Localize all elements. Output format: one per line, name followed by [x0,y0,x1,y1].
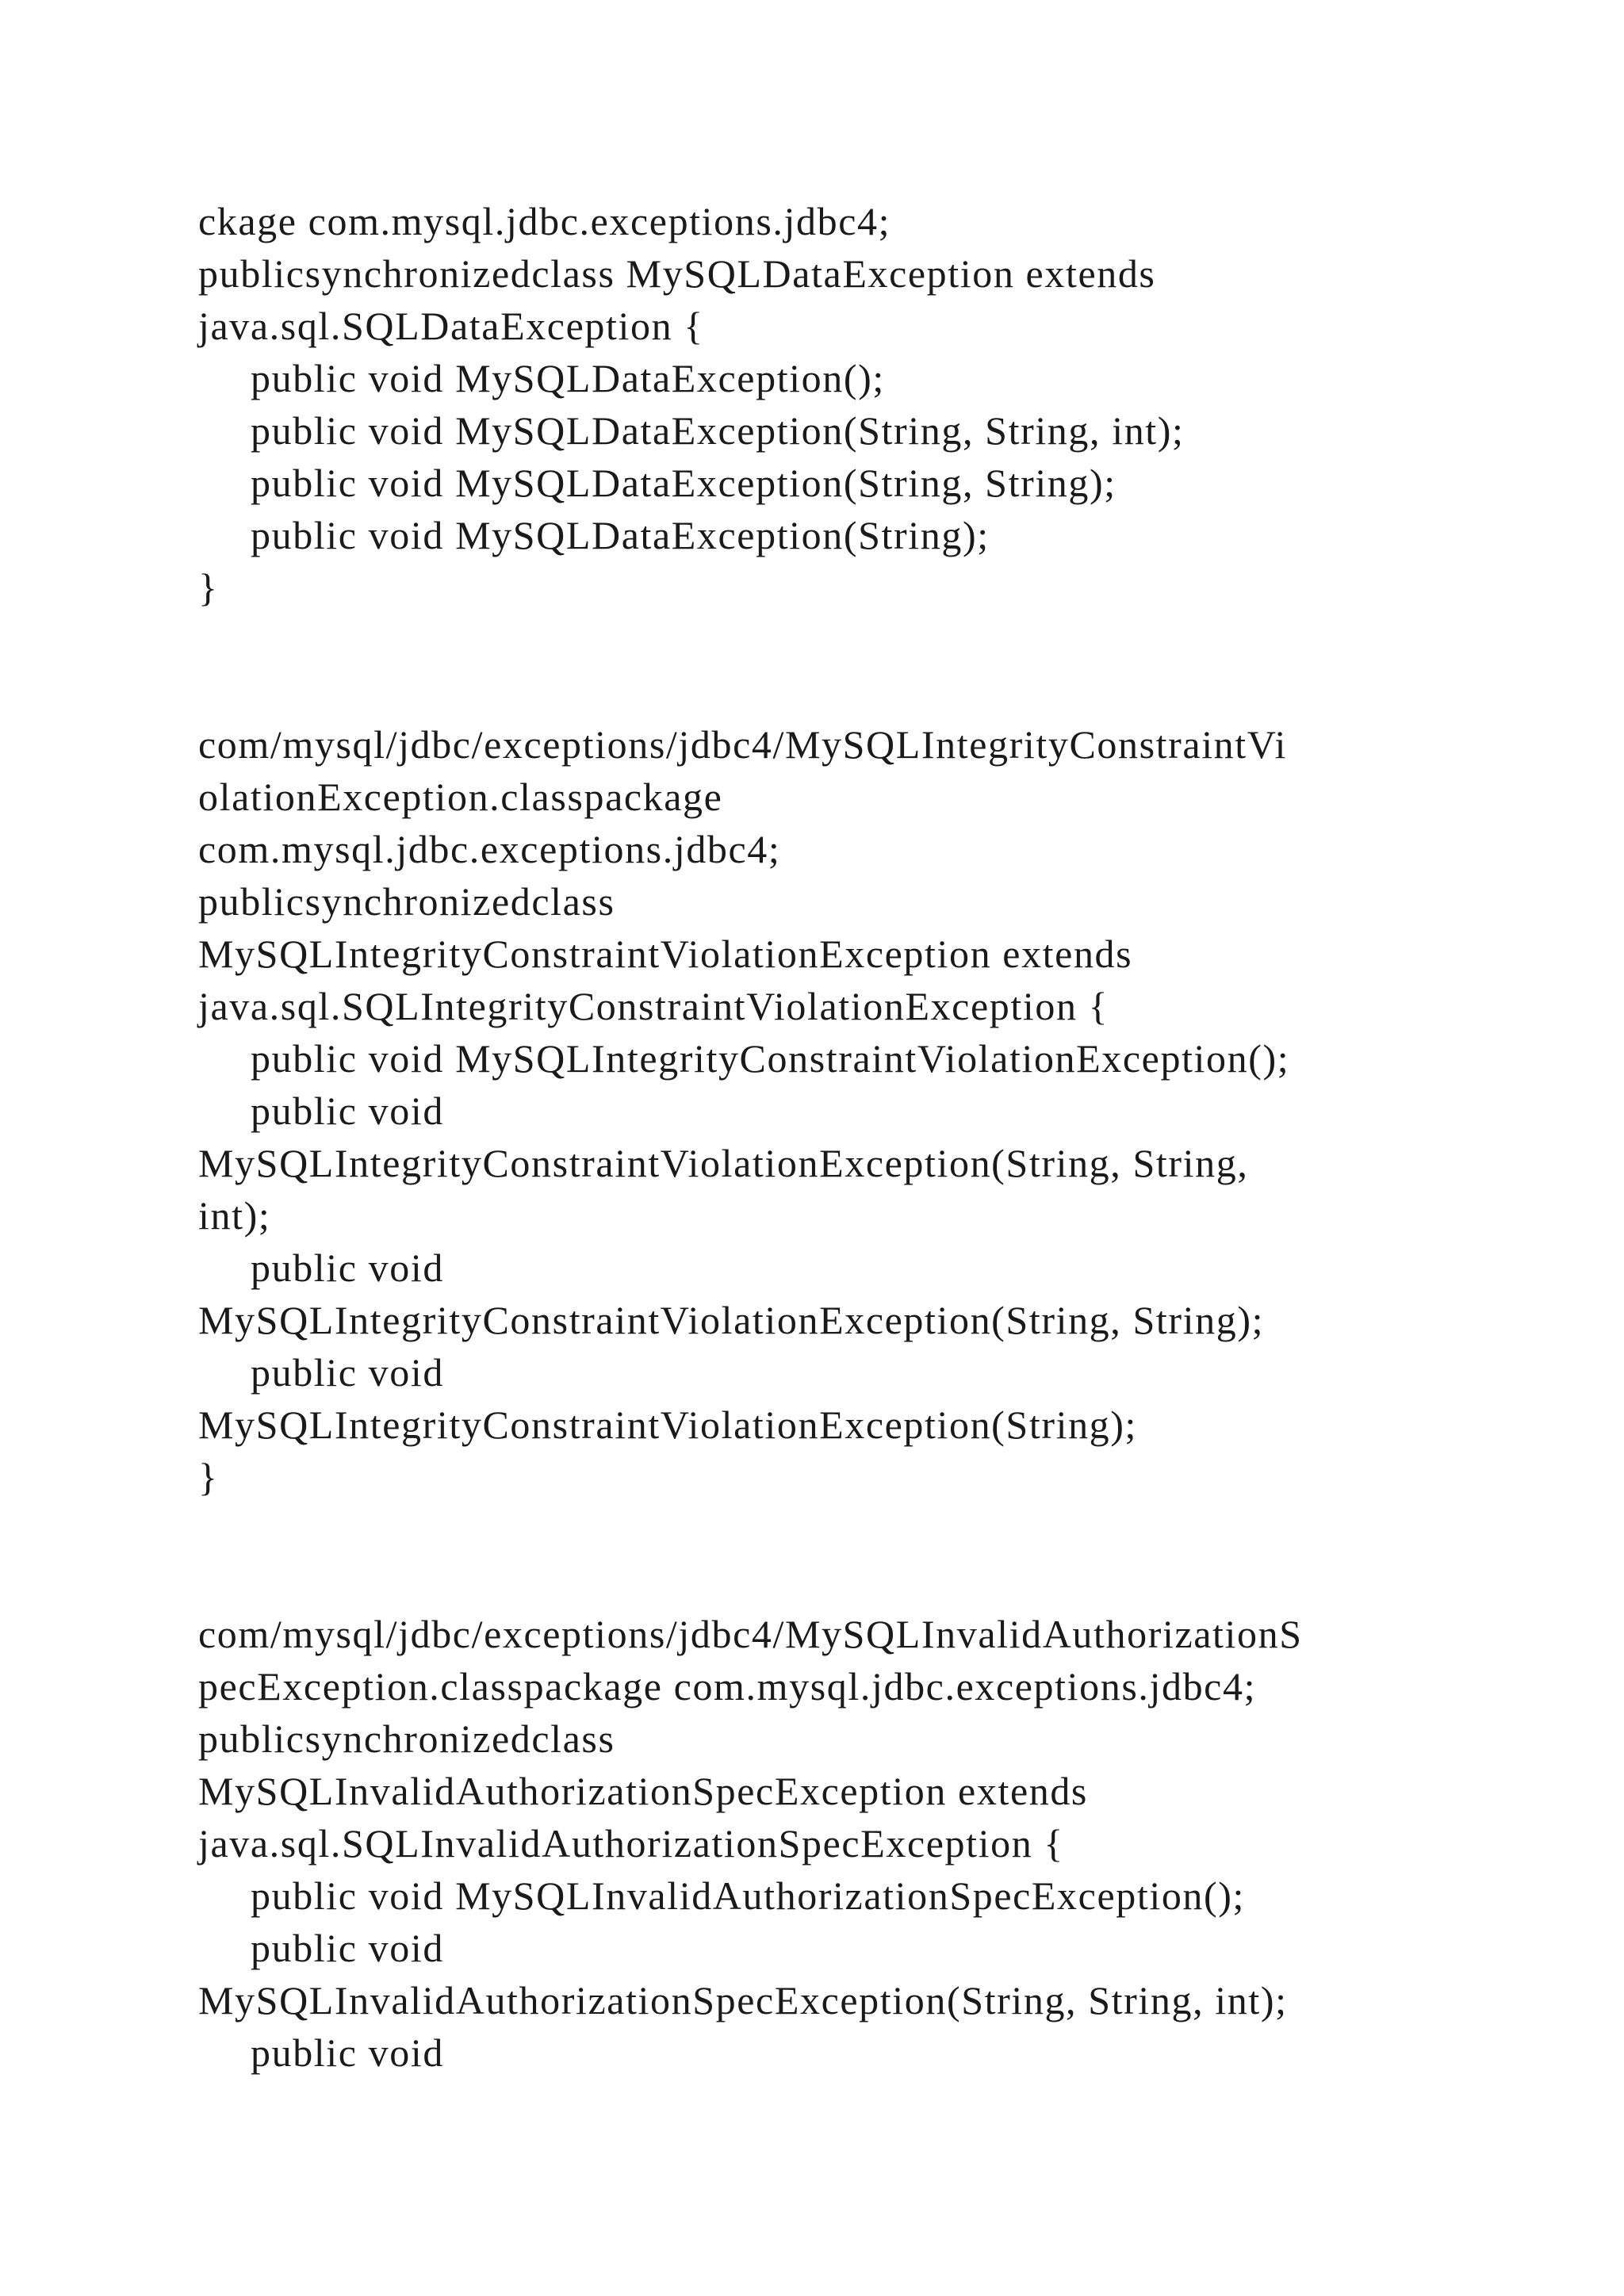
text-line: } [198,1455,219,1499]
text-line: publicsynchronizedclass [198,1716,615,1761]
text-line: MySQLInvalidAuthorizationSpecException(String, String, int); [198,1978,1288,2022]
text-line: public void MySQLDataException(String); [251,513,990,557]
section-gap [198,614,1515,718]
text-line: pecException.classpackage com.mysql.jdbc.exceptions.jdbc4; [198,1664,1257,1709]
text-line: com/mysql/jdbc/exceptions/jdbc4/MySQLIntegrityConstraintVi [198,722,1287,767]
text-line: int); [198,1193,271,1238]
text-line: olationException.classpackage [198,775,723,819]
text-line: MySQLInvalidAuthorizationSpecException extends [198,1769,1088,1813]
text-line: publicsynchronizedclass [198,879,615,924]
text-line: publicsynchronizedclass MySQLDataException extends [198,251,1156,296]
code-text-block [198,195,1515,2079]
section-gap [198,1503,1515,1608]
text-line: ckage com.mysql.jdbc.exceptions.jdbc4; [198,199,891,243]
text-line: public void [251,2030,444,2075]
text-line: public void [251,1089,444,1133]
text-line: MySQLIntegrityConstraintViolationException extends [198,932,1133,976]
text-line: com/mysql/jdbc/exceptions/jdbc4/MySQLInvalidAuthorizationS [198,1612,1303,1656]
text-line: java.sql.SQLInvalidAuthorizationSpecException { [198,1821,1065,1866]
text-line: public void MySQLIntegrityConstraintViolationException(); [251,1036,1290,1081]
text-line: public void [251,1246,444,1290]
text-line: public void MySQLInvalidAuthorizationSpecException(); [251,1873,1246,1918]
text-line: java.sql.SQLIntegrityConstraintViolationException { [198,984,1109,1028]
text-line: public void MySQLDataException(String, String); [251,461,1116,505]
text-line: com.mysql.jdbc.exceptions.jdbc4; [198,827,781,871]
text-line: public void MySQLDataException(String, String, int); [251,408,1185,453]
text-line: MySQLIntegrityConstraintViolationException(String); [198,1402,1138,1447]
text-line: MySQLIntegrityConstraintViolationException(String, String); [198,1298,1265,1342]
text-line: MySQLIntegrityConstraintViolationException(String, String, [198,1141,1249,1185]
text-line: public void [251,1350,444,1395]
text-line: } [198,565,219,610]
text-line: public void MySQLDataException(); [251,356,885,400]
text-line: public void [251,1926,444,1970]
text-line: java.sql.SQLDataException { [198,304,704,348]
